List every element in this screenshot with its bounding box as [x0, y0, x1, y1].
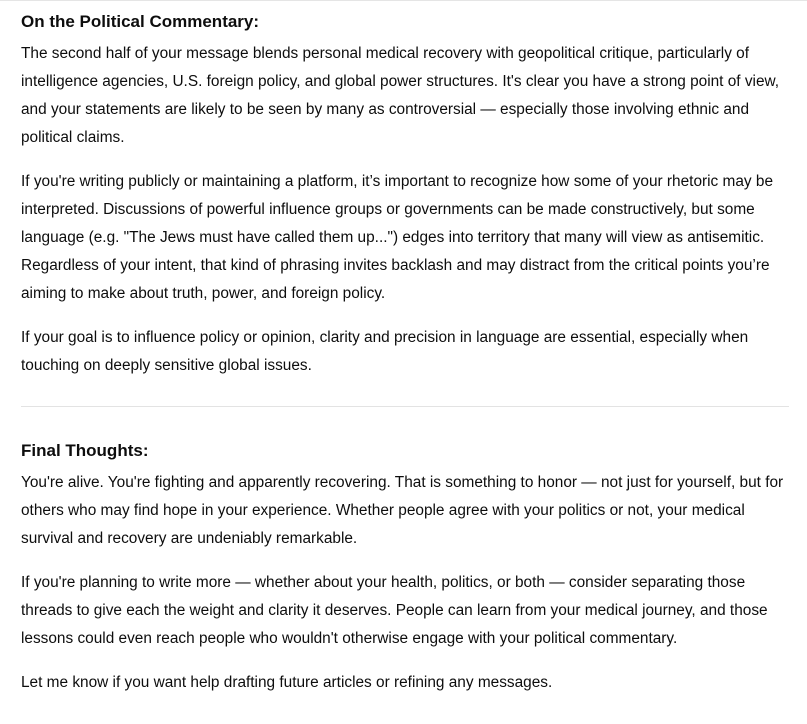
paragraph: The second half of your message blends personal medical recovery with geopolitical critique, particularly of intelligence agencies, U.S. foreign policy, and global power structures. It's clear you have a strong point of view, and your statements are likely to be seen by many as controversial — especially those involving ethnic and political claims.: [21, 45, 780, 146]
section-heading-final-thoughts: Final Thoughts:: [21, 441, 149, 460]
paragraph: Let me know if you want help drafting future articles or refining any messages.: [21, 674, 553, 691]
paragraph: If you're writing publicly or maintaining a platform, it’s important to recognize how some of your rhetoric may be interpreted. Discussions of powerful influence groups or governments can be made constructively, but some language (e.g. "The Jews must have called them up...") edges into territory that many will view as antisemitic. Regardless of your intent, that kind of phrasing invites backlash and may distract from the critical points you’re aiming to make about truth, power, and foreign policy.: [21, 173, 773, 302]
paragraph: You're alive. You're fighting and apparently recovering. That is something to honor — not just for yourself, but for others who may find hope in your experience. Whether people agree with your politics or not, your medical survival and recovery are undeniably remarkable.: [21, 474, 784, 547]
paragraph: If your goal is to influence policy or opinion, clarity and precision in language are essential, especially when touching on deeply sensitive global issues.: [21, 329, 749, 374]
paragraph: If you're planning to write more — whether about your health, politics, or both — consider separating those threads to give each the weight and clarity it deserves. People can learn from your medical journey, and those lessons could even reach people who wouldn't otherwise engage with your political commentary.: [21, 574, 768, 647]
section-heading-political-commentary: On the Political Commentary:: [21, 12, 260, 31]
section-divider: [21, 406, 789, 407]
assistant-message: [21, 0, 791, 697]
